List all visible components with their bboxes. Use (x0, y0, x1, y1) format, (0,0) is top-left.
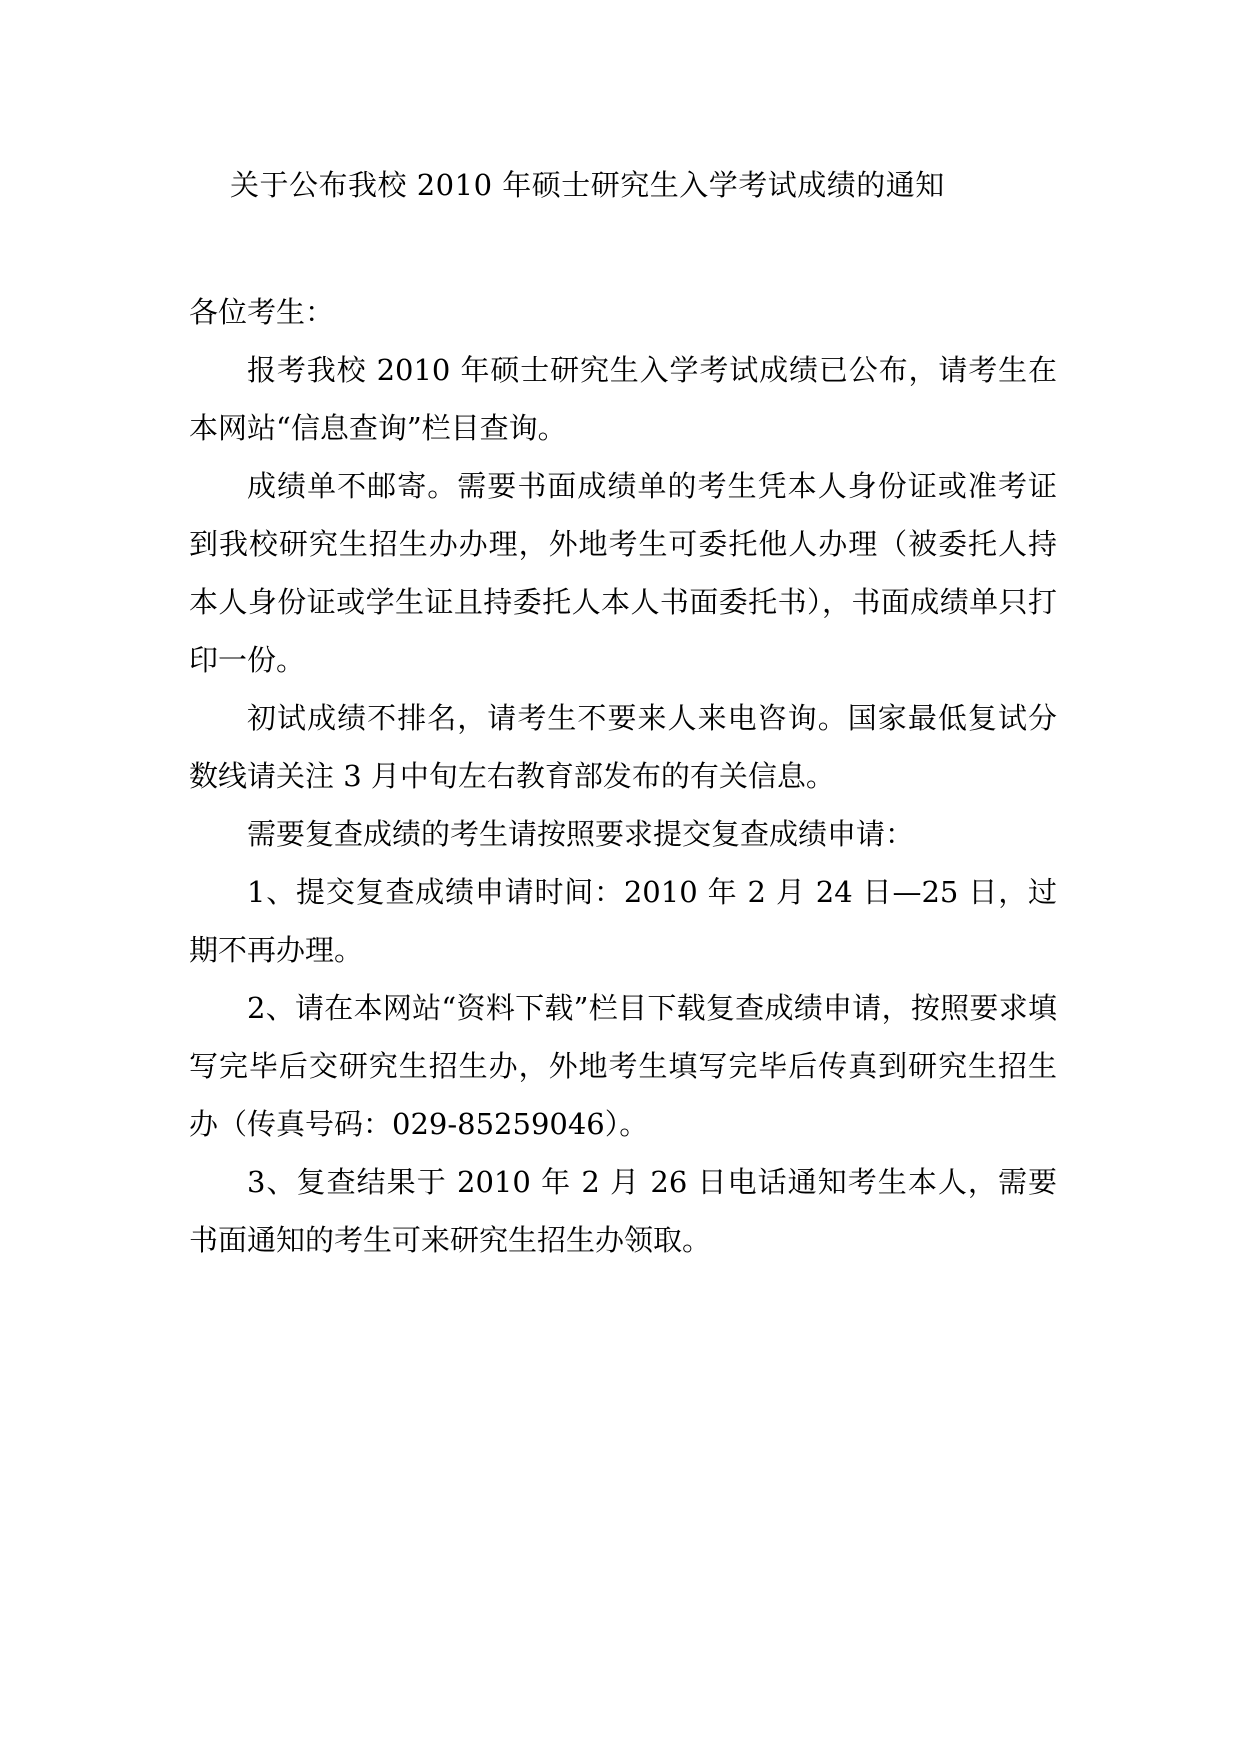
paragraph-recheck-result: 3、复查结果于 2010 年 2 月 26 日电话通知考生本人，需要书面通知的考生可来研究生招生办领取。 (189, 1165, 1057, 1257)
paragraph-recheck-time: 1、提交复查成绩申请时间：2010 年 2 月 24 日—25 日，过期不再办理。 (189, 875, 1057, 967)
paragraph-recheck-download: 2、请在本网站“资料下载”栏目下载复查成绩申请，按照要求填写完毕后交研究生招生办，外地考生填写完毕后传真到研究生招生办（传真号码：029-85259046）。 (189, 991, 1057, 1141)
document-title: 关于公布我校 2010 年硕士研究生入学考试成绩的通知 (230, 168, 945, 202)
paragraph-score-report: 成绩单不邮寄。需要书面成绩单的考生凭本人身份证或准考证到我校研究生招生办办理，外地考生可委托他人办理（被委托人持本人身份证或学生证且持委托人本人书面委托书），书面成绩单只打印一份。 (189, 469, 1057, 677)
document-body (189, 283, 1057, 1269)
paragraph-no-ranking: 初试成绩不排名，请考生不要来人来电咨询。国家最低复试分数线请关注 3 月中旬左右教育部发布的有关信息。 (189, 701, 1057, 793)
paragraph-recheck-intro: 需要复查成绩的考生请按照要求提交复查成绩申请： (247, 817, 915, 851)
salutation: 各位考生： (189, 295, 335, 329)
paragraph-results-published: 报考我校 2010 年硕士研究生入学考试成绩已公布，请考生在本网站“信息查询”栏目查询。 (189, 353, 1057, 445)
